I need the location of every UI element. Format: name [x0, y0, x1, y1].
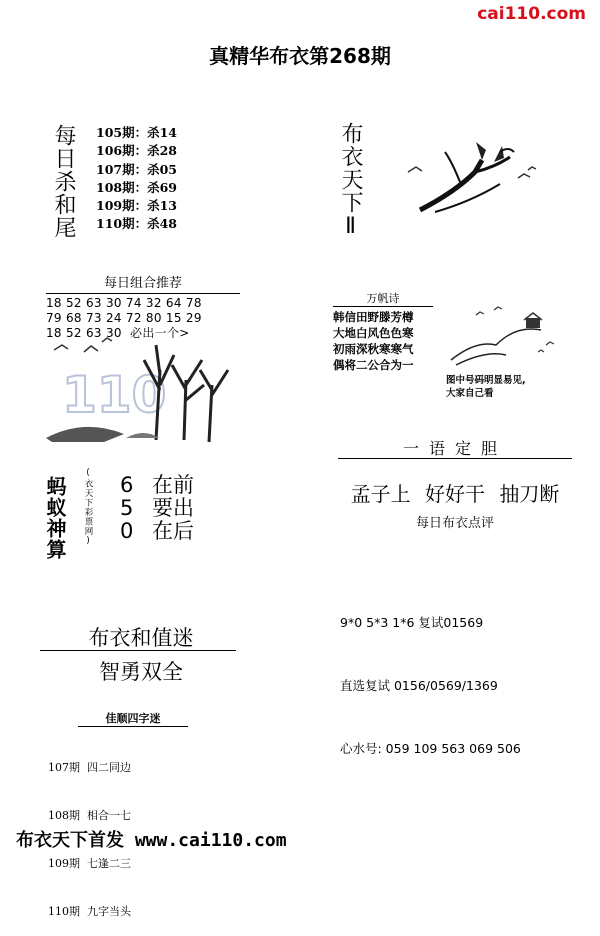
- poem-lines: [333, 309, 433, 373]
- list-item: 9*0 5*3 1*6 复试01569: [340, 615, 484, 630]
- list-item: 108期：杀69: [96, 179, 177, 195]
- list-item: 109期 七逢二三: [48, 857, 131, 870]
- riddle-answer: 智勇双全: [99, 660, 183, 684]
- image-caption: 图中号码明显易见, 大家自己看: [446, 375, 526, 399]
- list-item: 6 在前: [120, 473, 194, 497]
- list-item: 心水号: 059 109 563 069 506: [340, 741, 521, 756]
- site-logo: cai110.com: [477, 4, 586, 24]
- list-item: 106期：杀28: [96, 143, 177, 159]
- list-item: 0 在后: [120, 519, 194, 543]
- poem-line: 偶将二公合为一: [333, 358, 414, 372]
- list-item: 直选复试 0156/0569/1369: [340, 678, 498, 693]
- ant-calc-subtitle: (衣天下彩票网): [83, 468, 93, 547]
- list-item: 108期 相合一七: [48, 809, 131, 822]
- divider: [338, 458, 572, 459]
- bird-branch-illustration: [400, 122, 540, 222]
- poem-box: [333, 290, 433, 373]
- ant-calc-rows: [120, 474, 194, 543]
- poem-line: 韩信田野滕芳樽: [333, 310, 414, 324]
- four-word-riddle-title: 佳顺四字迷: [78, 710, 188, 727]
- list-item: 107期 四二同边: [48, 761, 131, 774]
- one-word-title: 一语定胆: [402, 439, 507, 458]
- poem-line: 大地白风色色寒: [333, 326, 414, 340]
- landscape-illustration: [446, 300, 566, 370]
- combo-title: 每日组合推荐: [46, 272, 240, 294]
- watermark-110: 110: [62, 366, 167, 424]
- combo-row: 79 68 73 24 72 80 15 29: [46, 311, 202, 325]
- brand-vertical-title: 布衣天下Ⅱ: [338, 122, 363, 240]
- kill-tail-list: [96, 124, 177, 234]
- list-item: 107期：杀05: [96, 161, 177, 177]
- ant-calc-title: 蚂蚁神算: [43, 476, 67, 560]
- combo-row: 18 52 63 30 74 32 64 78: [46, 296, 202, 310]
- list-item: 110期：杀48: [96, 216, 177, 232]
- list-item: 105期：杀14: [96, 125, 177, 140]
- one-word-phrase: 孟子上 好好干 抽刀断: [350, 482, 560, 506]
- list-item: 5 要出: [120, 496, 194, 520]
- trees-illustration: [44, 330, 244, 450]
- poem-title: 万帆诗: [333, 290, 433, 307]
- kill-tail-title: 每日杀和尾: [51, 124, 76, 239]
- page-title: 真精华布衣第268期: [209, 44, 391, 68]
- one-word-subtitle: 每日布衣点评: [415, 516, 494, 531]
- list-item: 110期 九字当头: [48, 905, 131, 918]
- poem-line: 初雨深秋寒寒气: [333, 342, 414, 356]
- riddle-title: 布衣和值迷: [88, 626, 194, 650]
- combo-row: 18 52 63 30 必出一个>: [46, 326, 190, 340]
- divider: [40, 650, 236, 651]
- list-item: 109期：杀13: [96, 198, 177, 214]
- footer-credit: 布衣天下首发 www.cai110.com: [16, 830, 287, 851]
- number-picks: [340, 570, 521, 780]
